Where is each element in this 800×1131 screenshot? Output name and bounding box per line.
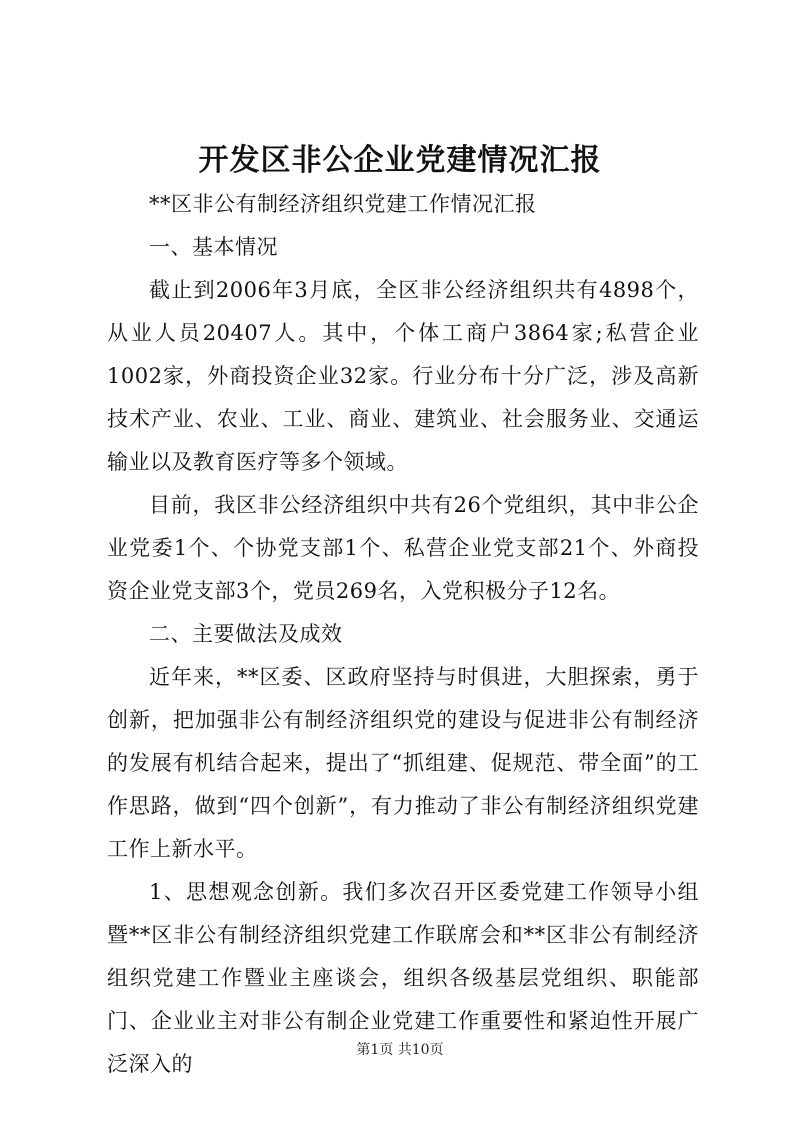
- section-heading-basic: 一、基本情况: [149, 235, 278, 259]
- section-heading-practices: 二、主要做法及成效: [149, 622, 343, 646]
- page-footer: 第1页 共10页: [356, 1042, 444, 1058]
- document-body: [107, 183, 699, 1086]
- body-paragraph: 截止到2006年3月底，全区非公经济组织共有4898个，从业人员20407人。其中，个体工商户3864家;私营企业1002家，外商投资企业32家。行业分布十分广泛，涉及高新技术产业、农业、工业、商业、建筑业、社会服务业、交通运输业以及教育医疗等多个领域。: [107, 278, 699, 474]
- subtitle-paragraph: **区非公有制经济组织党建工作情况汇报: [149, 192, 537, 216]
- body-paragraph: 近年来，**区委、区政府坚持与时俱进，大胆探索，勇于创新，把加强非公有制经济组织党的建设与促进非公有制经济的发展有机结合起来，提出了“抓组建、促规范、带全面”的工作思路，做到“四个创新”，有力推动了非公有制经济组织党建工作上新水平。: [107, 665, 699, 861]
- body-paragraph: 目前，我区非公经济组织中共有26个党组织，其中非公企业党委1个、个协党支部1个、私营企业党支部21个、外商投资企业党支部3个，党员269名，入党积极分子12名。: [107, 493, 699, 603]
- document-title: 开发区非公企业党建情况汇报: [198, 143, 602, 178]
- body-paragraph: 1、思想观念创新。我们多次召开区委党建工作领导小组暨**区非公有制经济组织党建工作联席会和**区非公有制经济组织党建工作暨业主座谈会，组织各级基层党组织、职能部门、企业业主对非公有制企业党建工作重要性和紧迫性开展广泛深入的: [107, 880, 699, 1076]
